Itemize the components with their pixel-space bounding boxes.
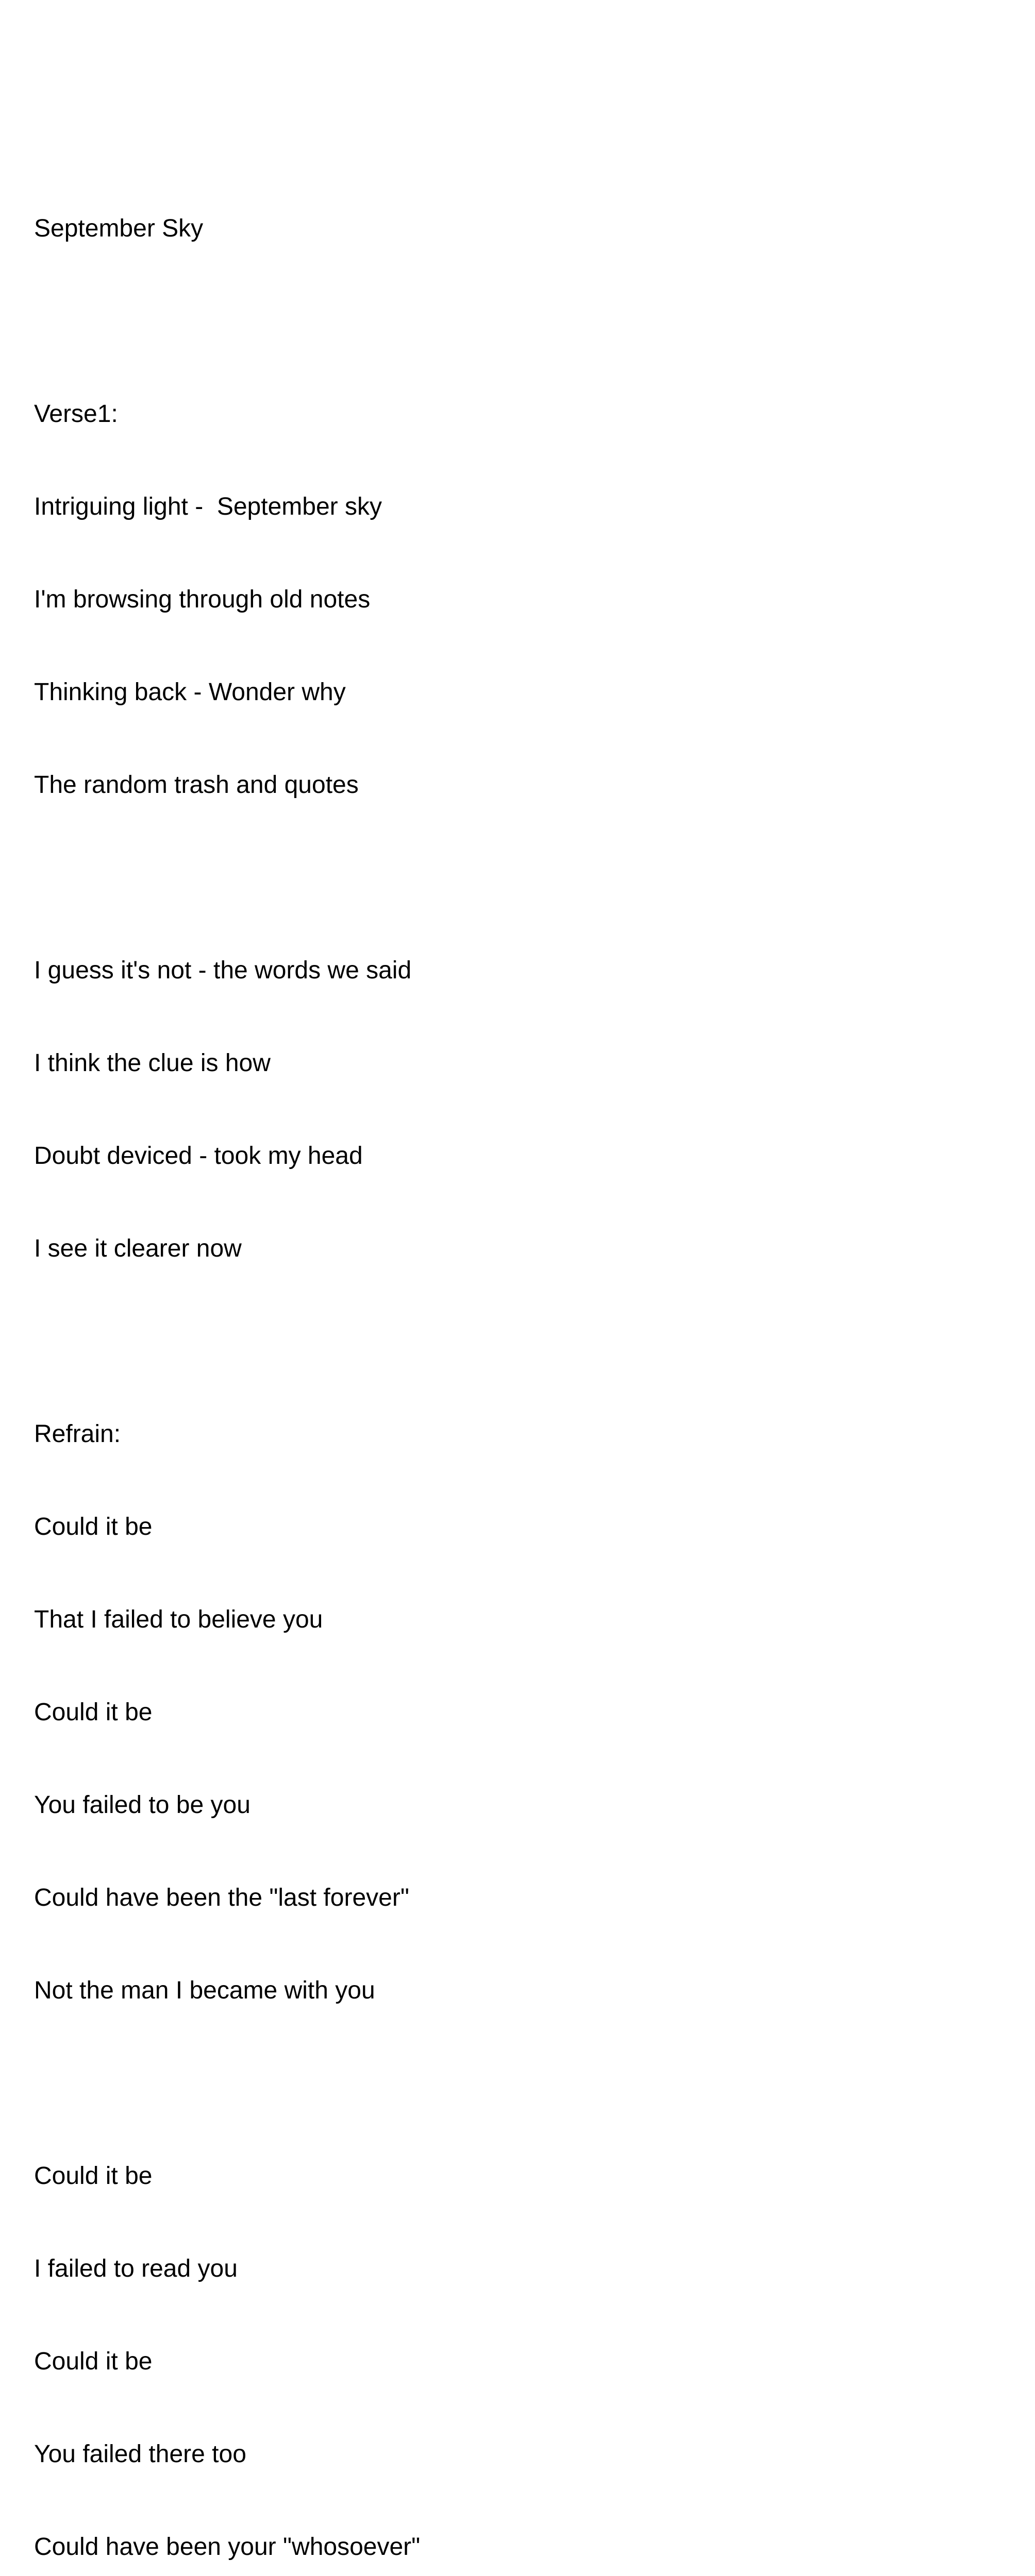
- section-heading-verse1: Verse1:: [34, 400, 118, 428]
- lyric-line: You failed to be you: [34, 1791, 251, 1819]
- lyric-line: Could have been your "whosoever": [34, 2533, 421, 2561]
- blank-line: [34, 2068, 453, 2099]
- blank-line: [34, 306, 453, 337]
- blank-line: [34, 862, 453, 893]
- lyric-line: I see it clearer now: [34, 1235, 242, 1262]
- lyric-line: Not the man I became with you: [34, 1977, 375, 2004]
- lyric-line: I failed to read you: [34, 2255, 238, 2282]
- lyric-line: Could it be: [34, 1513, 153, 1540]
- lyric-line: That I failed to believe you: [34, 1606, 323, 1633]
- lyric-line: The random trash and quotes: [34, 771, 359, 799]
- section-heading-refrain: Refrain:: [34, 1420, 121, 1448]
- blank-line: [34, 1326, 453, 1357]
- lyric-line: Intriguing light - September sky: [34, 493, 382, 520]
- lyric-line: I guess it's not - the words we said: [34, 957, 412, 984]
- lyric-line: Could have been the "last forever": [34, 1884, 409, 1911]
- lyric-line: I think the clue is how: [34, 1049, 271, 1077]
- lyric-line: I'm browsing through old notes: [34, 586, 371, 613]
- lyric-line: You failed there too: [34, 2441, 246, 2468]
- lyric-line: Could it be: [34, 2348, 153, 2375]
- lyric-line: Could it be: [34, 2162, 153, 2190]
- song-title: September Sky: [34, 215, 204, 242]
- lyric-line: Could it be: [34, 1699, 153, 1726]
- lyric-line: Doubt deviced - took my head: [34, 1142, 363, 1170]
- lyric-line: Thinking back - Wonder why: [34, 679, 346, 706]
- lyrics-text: [34, 151, 453, 2576]
